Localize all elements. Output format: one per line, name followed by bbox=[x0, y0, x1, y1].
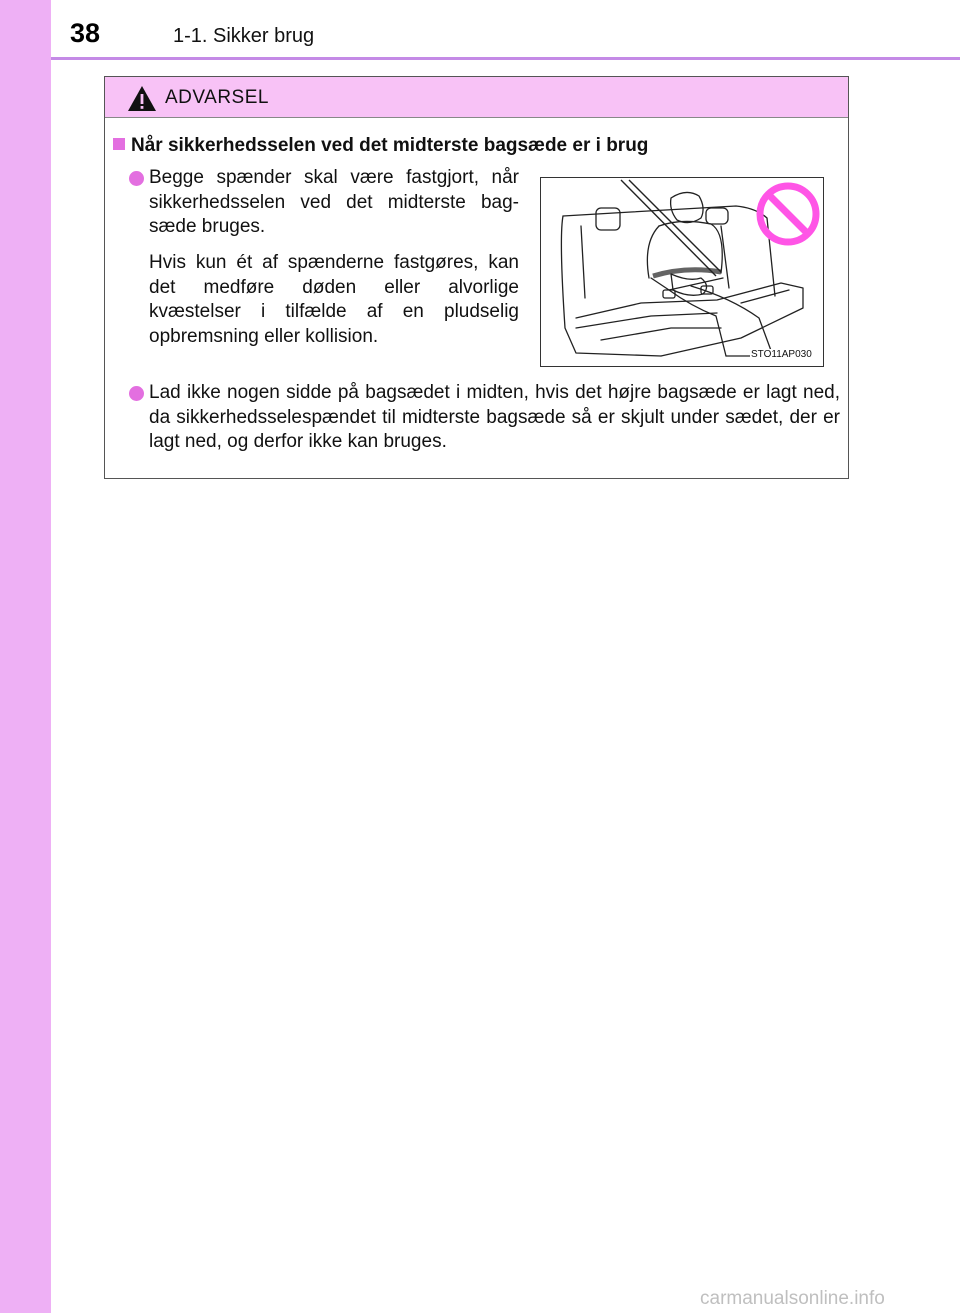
header-rule bbox=[51, 57, 960, 60]
section-title: 1-1. Sikker brug bbox=[173, 25, 315, 47]
bullet-2-text: Lad ikke nogen sidde på bagsædet i midten, hvis det højre bagsæde er lagt ned, da sikkerhedsselespændet til midterste bagsæde så er skjult under sædet, der er lagt ned, og derfor ikke kan bruges. bbox=[149, 382, 840, 452]
page-number: 38 bbox=[70, 18, 101, 48]
warning-box bbox=[104, 76, 849, 479]
rear-seat-illustration bbox=[541, 178, 823, 366]
bullet-1-text: Begge spænder skal være fastgjort, når sikkerhedsselen ved det midterste bag-sæde bruges. bbox=[149, 167, 519, 237]
warning-header bbox=[105, 77, 848, 118]
watermark-logo bbox=[700, 1285, 955, 1309]
bullet-1-followup-text: Hvis kun ét af spænderne fastgøres, kan det medføre døden eller alvorlige kvæstelser i tilfælde af en pludselig opbremsning eller kollision. bbox=[149, 252, 519, 347]
round-bullet-icon bbox=[129, 171, 144, 186]
warning-subheading bbox=[113, 135, 648, 157]
warning-label: ADVARSEL bbox=[165, 87, 269, 108]
prohibition-icon bbox=[760, 186, 816, 242]
svg-text:carmanualsonline.info: carmanualsonline.info bbox=[700, 1288, 885, 1309]
warning-subheading-text: Når sikkerhedsselen ved det midterste bagsæde er i brug bbox=[131, 135, 649, 156]
seat-belt-figure bbox=[540, 177, 824, 367]
square-bullet-icon bbox=[113, 138, 125, 150]
figure-code: STO11AP030 bbox=[751, 349, 812, 360]
warning-triangle-icon bbox=[127, 85, 157, 112]
side-strip bbox=[0, 0, 51, 1313]
round-bullet-icon bbox=[129, 386, 144, 401]
